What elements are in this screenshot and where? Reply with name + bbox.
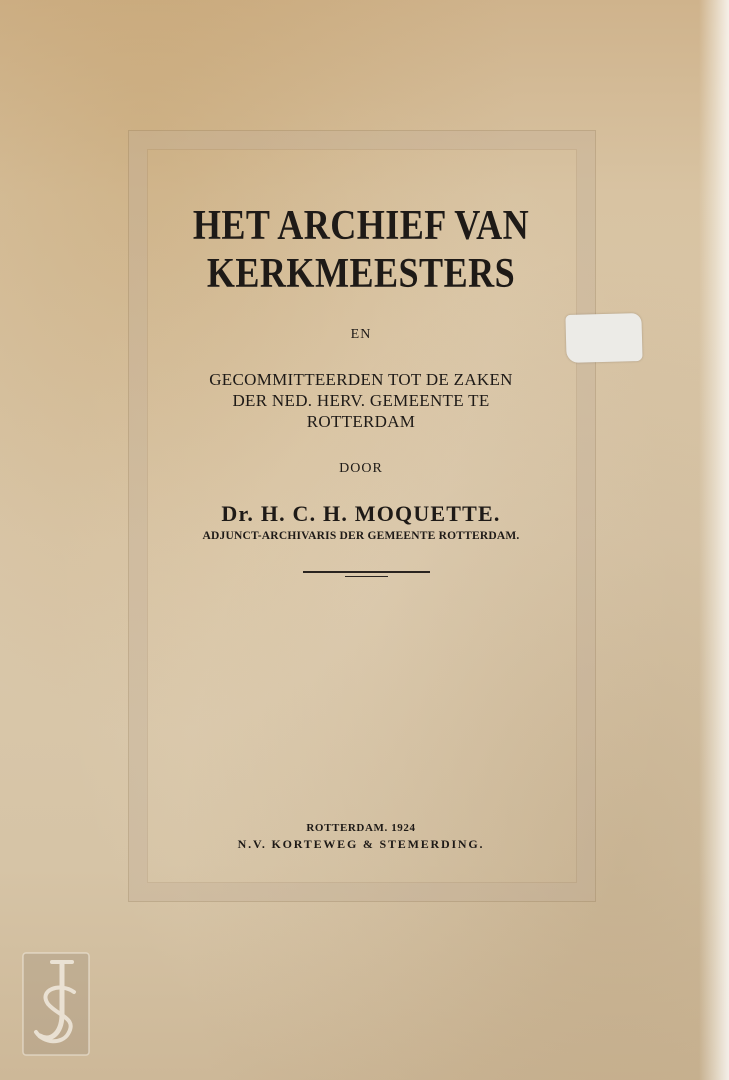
label-sticker (565, 313, 642, 363)
title-line-1: HET ARCHIEF VAN (192, 203, 530, 249)
subtitle-line-2: DER NED. HERV. GEMEENTE TE (232, 391, 490, 410)
js-monogram-icon (22, 952, 90, 1056)
ornamental-rule (303, 571, 430, 581)
author-name: Dr. H. C. H. MOQUETTE. (221, 501, 501, 526)
imprint-publisher: N.V. KORTEWEG & STEMERDING. (237, 837, 485, 851)
rule-line-short (345, 576, 388, 577)
subtitle-line-1: GECOMMITTEERDEN TOT DE ZAKEN (209, 370, 513, 389)
title-line-2: KERKMEESTERS (206, 251, 516, 297)
conjunction-text: EN (350, 327, 372, 342)
cover-edge (699, 0, 729, 1080)
imprint-place-year: ROTTERDAM. 1924 (306, 822, 416, 834)
by-text: DOOR (339, 461, 383, 476)
author-role: ADJUNCT-ARCHIVARIS DER GEMEENTE ROTTERDAM. (202, 530, 520, 542)
subtitle-line-3: ROTTERDAM (306, 412, 416, 431)
rule-line-long (303, 571, 430, 573)
